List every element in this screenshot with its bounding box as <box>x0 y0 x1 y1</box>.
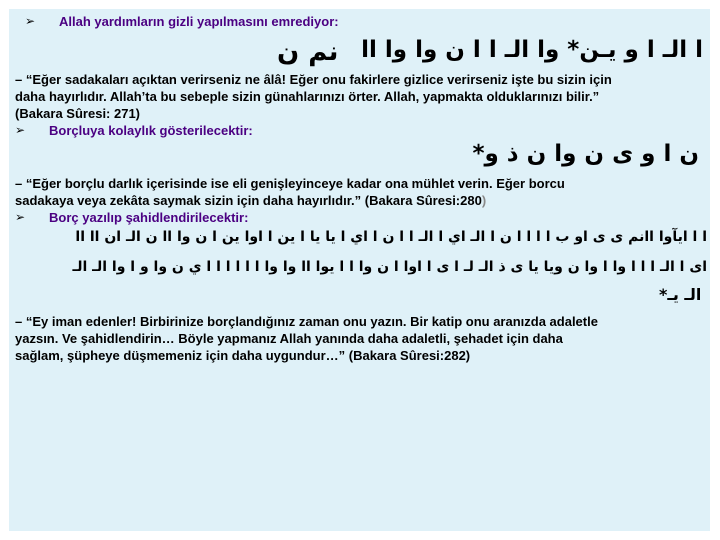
bullet-2-text: Borçluya kolaylık gösterilecektir: <box>49 123 253 138</box>
paragraph-3-line-1: – “Ey iman edenler! Birbirinize borçlandığınız zaman onu yazın. Bir katip onu aranızda adaletle <box>15 314 598 329</box>
arabic-verse-3-line-2: اى ا الـ ا ا ا وا ا وا ن ويا يا ى ذ الـ لـ ا ى ا اوا ا ن وا ا ا يوا اا وا وا ا ا ا ا ا ا ي ن وا و ا وا الـ الـ <box>72 259 707 275</box>
arrowhead-bullet-icon: ➢ <box>15 210 26 224</box>
slide <box>9 9 710 531</box>
arrowhead-bullet-icon: ➢ <box>25 14 36 28</box>
paragraph-1-line-1: – “Eğer sadakaları açıktan verirseniz ne âlâ! Eğer onu fakirlere gizlice verirseniz işte bu sizin için <box>15 72 612 87</box>
paragraph-2-line-1: – “Eğer borçlu darlık içerisinde ise eli genişleyinceye kadar ona mühlet verin. Eğer borcu <box>15 176 565 191</box>
arabic-verse-3-line-1: ا ا ايآوا اانم ى ى او ب ا ا ا ا ن ا الـ اي ا الـ ا ا ن ا اي ا يا يا ا ين ا اوا ين ا ن وا اا ن الـ ان اا اا <box>75 229 707 245</box>
arrowhead-bullet-icon: ➢ <box>15 123 26 137</box>
bullet-1-text: Allah yardımların gizli yapılmasını emrediyor: <box>59 14 339 29</box>
paragraph-2-line-2-text: sadakaya veya zekâta saymak sizin için daha hayırlıdır.” (Bakara Sûresi:280 <box>15 193 482 208</box>
arabic-verse-2: ن ا و ى ن وا ن ذ و* <box>472 141 699 167</box>
paragraph-3-line-2: yazsın. Ve şahidlendirin… Böyle yapmanız Allah yanında daha adaletli, şehadet için daha <box>15 331 563 346</box>
paragraph-1-line-2: daha hayırlıdır. Allah’ta bu sebeple sizin günahlarınızı örter. Allah, yapmakta olduklarınızı bilir.” <box>15 89 600 104</box>
arabic-verse-1-left: نم ن <box>277 37 339 67</box>
bullet-3-text: Borç yazılıp şahidlendirilecektir: <box>49 210 249 225</box>
bullet-2 <box>15 122 253 139</box>
paragraph-2-close-paren: ) <box>481 193 487 208</box>
arabic-verse-3-line-3: الـ يـ* <box>659 285 702 304</box>
paragraph-2-line-2 <box>15 192 486 209</box>
bullet-3 <box>15 209 248 226</box>
paragraph-1-line-3: (Bakara Sûresi: 271) <box>15 106 141 121</box>
bullet-1 <box>25 13 339 30</box>
paragraph-3-line-3: sağlam, şüpheye düşmemeniz için daha uygundur…” (Bakara Sûresi:282) <box>15 348 471 363</box>
arabic-verse-1-right: ا الـ ا و يـن* وا الـ ا ا ن وا وا اا <box>361 37 703 63</box>
